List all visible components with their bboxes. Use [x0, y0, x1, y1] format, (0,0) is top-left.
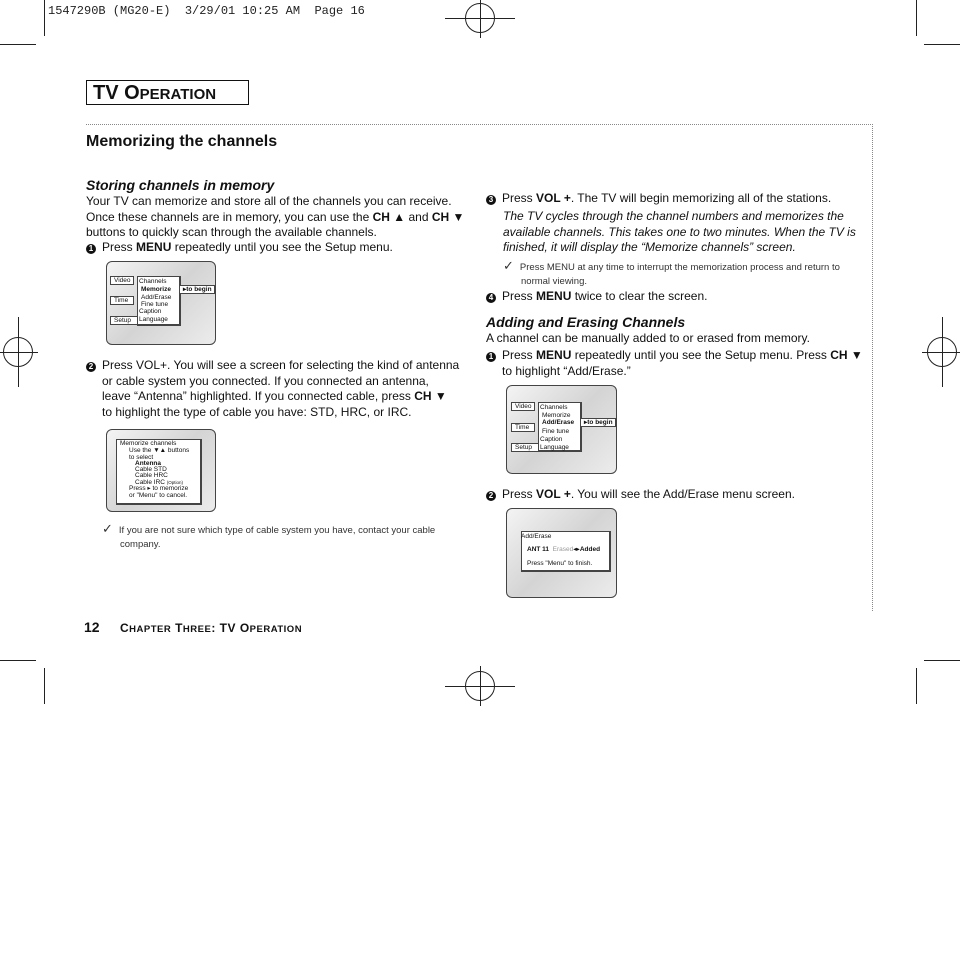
intro-paragraph: Your TV can memorize and store all of the channels you can receive. Once these channels are in memory, you can use the CH ▲ and CH ▼ buttons to quickly scan through the available channels.	[86, 194, 465, 239]
crop-mark	[0, 660, 36, 661]
subheading-adding: Adding and Erasing Channels	[486, 314, 686, 330]
registration-mark	[480, 0, 481, 38]
menu-item: Channels	[139, 278, 167, 285]
crop-mark	[44, 668, 45, 704]
checkmark-icon: ✓	[102, 521, 113, 536]
crop-mark	[916, 0, 917, 36]
memorize-line: Press ▸ to memorize	[129, 485, 189, 492]
tip-cable-type: ✓ If you are not sure which type of cable system you have, contact your cable company.	[102, 521, 436, 550]
registration-mark	[18, 317, 19, 387]
memorize-option: Cable HRC	[135, 472, 168, 479]
registration-mark	[942, 317, 943, 387]
divider	[872, 124, 873, 611]
adderase-title: Add/Erase	[521, 533, 552, 540]
tab-video: Video	[110, 276, 134, 285]
section-title: TV OPERATION	[93, 82, 217, 104]
menu-item: Language	[139, 316, 168, 323]
menu-item: Caption	[139, 308, 162, 315]
chapter-footer: CHAPTER THREE: TV OPERATION	[120, 621, 303, 635]
checkmark-icon: ✓	[503, 258, 514, 273]
tv-screen-setup-adderase	[506, 385, 617, 474]
page-number: 12	[84, 619, 100, 635]
crop-mark	[924, 660, 960, 661]
tv-screen-memorize	[106, 429, 216, 512]
step-a1: 1 Press MENU repeatedly until you see the Setup menu. Press CH ▼ to highlight “Add/Erase.”	[486, 348, 871, 379]
print-slug: 1547290B (MG20-E) 3/29/01 10:25 AM Page 16	[48, 4, 365, 18]
step-4: 4 Press MENU twice to clear the screen.	[486, 289, 866, 305]
tab-time: Time	[110, 296, 134, 305]
step-3: 3 Press VOL +. The TV will begin memorizing all of the stations.	[486, 191, 866, 207]
memorize-line: or "Menu" to cancel.	[129, 492, 188, 499]
memorize-line: to select	[129, 454, 154, 461]
main-heading: Memorizing the channels	[86, 133, 278, 150]
memorize-option-antenna: Antenna	[135, 460, 161, 467]
menu-item: Caption	[540, 436, 563, 443]
intro-adding: A channel can be manually added to or erased from memory.	[486, 331, 810, 345]
tv-screen-adderase	[506, 508, 617, 598]
tab-setup: Setup	[511, 443, 539, 452]
menu-item: Memorize	[542, 412, 571, 419]
tab-setup: Setup	[110, 316, 138, 325]
menu-item: Fine tune	[141, 301, 169, 308]
menu-item: Channels	[540, 404, 568, 411]
crop-mark	[916, 668, 917, 704]
divider	[86, 124, 873, 125]
step-a2: 2 Press VOL +. You will see the Add/Erase menu screen.	[486, 487, 866, 503]
tab-video: Video	[511, 402, 535, 411]
tip-interrupt: ✓ Press MENU at any time to interrupt the memorization process and return to normal viewing.	[503, 258, 840, 287]
menu-item: Add/Erase	[141, 294, 172, 301]
step-2: 2 Press VOL+. You will see a screen for selecting the kind of antenna or cable system you connected. If you connected an antenna, leave “Antenna” highlighted. If you connected cable, press CH ▼ to highlight the type of cable you have: STD, HRC, or IRC.	[86, 358, 471, 420]
tab-time: Time	[511, 423, 535, 432]
registration-mark	[480, 666, 481, 706]
registration-mark	[922, 352, 960, 353]
adderase-finish: Press "Menu" to finish.	[527, 560, 593, 567]
memorize-option: Cable STD	[135, 466, 167, 473]
to-begin-label: ▸to begin	[179, 285, 215, 294]
memorize-option: Cable IRC (Option)	[135, 479, 184, 486]
tv-screen-setup	[106, 261, 216, 345]
menu-item: Fine tune	[542, 428, 570, 435]
memorize-title: Memorize channels	[120, 440, 177, 447]
subheading-storing: Storing channels in memory	[86, 177, 275, 193]
menu-item: Language	[540, 444, 569, 451]
crop-mark	[0, 44, 36, 45]
crop-mark	[924, 44, 960, 45]
to-begin-label: ▸to begin	[580, 418, 616, 427]
adderase-channel-row: ANT 11 Erased◂▸Added	[527, 546, 601, 553]
menu-item: Memorize	[141, 286, 171, 293]
step-3-description: The TV cycles through the channel numbers and memorizes the available channels. This takes one to two minutes. When the TV is finished, it will display the “Memorize channels” screen.	[503, 209, 856, 254]
crop-mark	[44, 0, 45, 36]
menu-item: Add/Erase	[542, 419, 575, 426]
step-1: 1 Press MENU repeatedly until you see the Setup menu.	[86, 240, 466, 256]
memorize-line: Use the ▼▲ buttons	[129, 447, 190, 454]
registration-mark	[0, 352, 38, 353]
